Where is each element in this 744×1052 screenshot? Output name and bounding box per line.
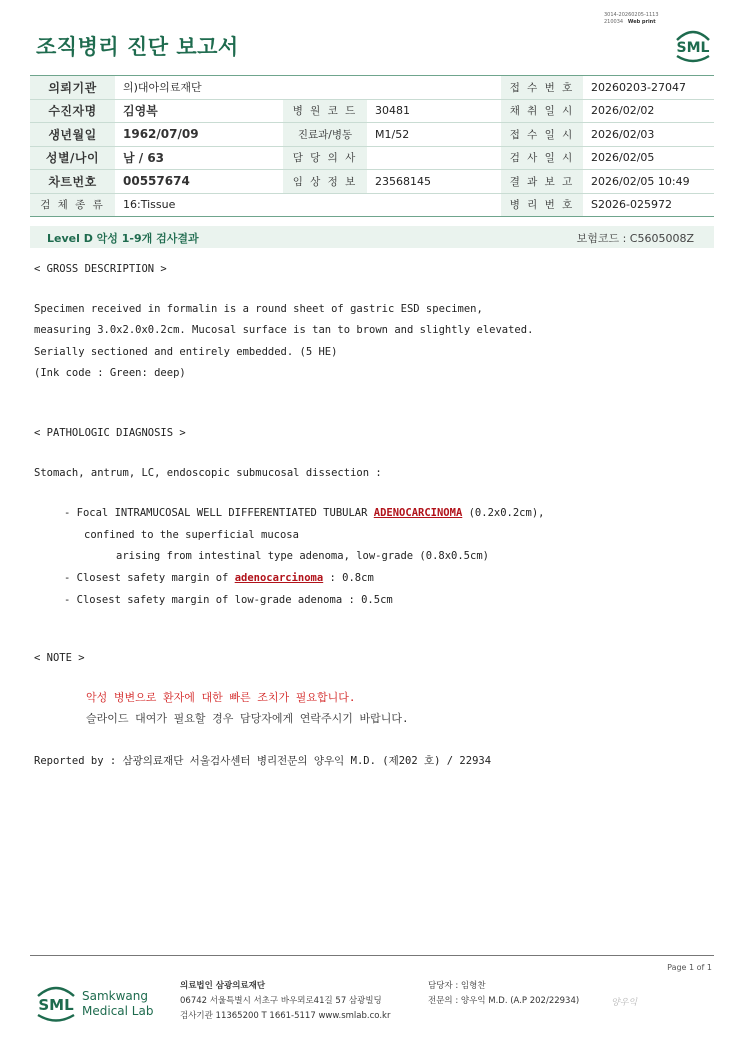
patient-label: 수진자명 [30, 99, 115, 123]
highlight-adenocarcinoma: ADENOCARCINOMA [373, 507, 463, 519]
test-date-value: 2026/02/05 [583, 146, 714, 170]
footer-divider [30, 955, 714, 956]
note-slide: 슬라이드 대여가 필요할 경우 담당자에게 연락주시기 바랍니다. [86, 712, 409, 725]
dept-value: M1/52 [367, 123, 501, 147]
gross-heading: < GROSS DESCRIPTION > [34, 263, 167, 275]
level-label: Level D 악성 1-9개 검사결과 [47, 232, 199, 245]
clinical-value: 23568145 [367, 170, 501, 194]
reported-by: Reported by : 삼광의료재단 서울검사센터 병리전문의 양우익 M.D. (제202 호) / 22934 [34, 755, 492, 767]
diagnosis-heading: < PATHOLOGIC DIAGNOSIS > [34, 427, 186, 439]
print-type: Web print [627, 19, 656, 25]
test-date-label: 검 사 일 시 [501, 146, 583, 170]
chart-no-value: 00557674 [115, 170, 283, 194]
diagnosis-intro: Stomach, antrum, LC, endoscopic submucosal dissection : [34, 467, 382, 479]
footer-staff-block [428, 979, 579, 1009]
footer-org-name [180, 979, 390, 994]
req-org-label: 의뢰기관 [30, 76, 115, 100]
table-row [30, 99, 714, 123]
diagnosis-text: : 0.8cm [323, 572, 374, 584]
specialist-signature: 양우익 [611, 998, 638, 1008]
diagnosis-line-2: confined to the superficial mucosa [84, 529, 299, 541]
patient-value: 김영복 [115, 99, 283, 123]
doctor-value [367, 146, 501, 170]
table-row [30, 76, 714, 100]
insurance-code: 보험코드 : C5605008Z [576, 232, 694, 245]
footer-org-block [180, 979, 390, 1024]
birth-label: 생년월일 [30, 123, 115, 147]
page-title: 조직병리 진단 보고서 [36, 35, 239, 59]
highlight-adenocarcinoma: adenocarcinoma [234, 572, 324, 584]
diagnosis-line-3: arising from intestinal type adenoma, low-grade (0.8x0.5cm) [116, 550, 489, 562]
table-row [30, 123, 714, 147]
footer-org-name-text: 의료법인 삼광의료재단 [180, 981, 266, 991]
samkwang-logo-icon [36, 980, 156, 1026]
collect-date-label: 채 취 일 시 [501, 99, 583, 123]
level-bar [30, 226, 714, 248]
gross-line: (Ink code : Green: deep) [34, 367, 186, 379]
receipt-no-value: 20260203-27047 [583, 76, 714, 100]
gross-line: measuring 3.0x2.0x0.2cm. Mucosal surface is tan to brown and slightly elevated. [34, 324, 534, 336]
receipt-date-label: 접 수 일 시 [501, 123, 583, 147]
table-row [30, 170, 714, 194]
report-label: 결 과 보 고 [501, 170, 583, 194]
sex-age-value: 남 / 63 [115, 146, 283, 170]
note-heading: < NOTE > [34, 652, 85, 664]
diagnosis-text: - Focal INTRAMUCOSAL WELL DIFFERENTIATED TUBULAR [64, 507, 374, 519]
clinical-label: 임 상 정 보 [283, 170, 367, 194]
hospital-code-value: 30481 [367, 99, 501, 123]
diagnosis-line-4 [64, 571, 374, 585]
logo-text: SML [676, 40, 710, 56]
gross-line: Specimen received in formalin is a round sheet of gastric ESD specimen, [34, 303, 483, 315]
diagnosis-line-5: - Closest safety margin of low-grade adenoma : 0.5cm [64, 594, 393, 606]
req-org-value: 의)대아의료재단 [115, 76, 501, 100]
dept-label: 진료과/병동 [283, 123, 367, 147]
note-urgent: 악성 병변으로 환자에 대한 빠른 조치가 필요합니다. [86, 691, 356, 704]
footer-logo-name-1: Samkwang [82, 989, 148, 1003]
sml-logo-icon [672, 26, 714, 64]
footer-contact: 검사기관 11365200 T 1661-5117 www.smlab.co.kr [180, 1011, 391, 1021]
sex-age-label: 성별/나이 [30, 146, 115, 170]
table-row [30, 146, 714, 170]
print-code-line-2 [604, 19, 659, 26]
gross-line: Serially sectioned and entirely embedded. (5 HE) [34, 346, 338, 358]
print-code-2: 210034 [604, 19, 624, 25]
diagnosis-text: - Closest safety margin of [64, 572, 235, 584]
collect-date-value: 2026/02/02 [583, 99, 714, 123]
doctor-label: 담 당 의 사 [283, 146, 367, 170]
footer-logo-name-2: Medical Lab [82, 1004, 154, 1018]
table-row [30, 193, 714, 217]
path-no-label: 병 리 번 호 [501, 193, 583, 217]
print-meta [604, 12, 659, 26]
chart-no-label: 차트번호 [30, 170, 115, 194]
print-code: 3014-20260205-1113 [604, 12, 659, 18]
report-value: 2026/02/05 10:49 [583, 170, 714, 194]
specimen-value: 16:Tissue [115, 193, 501, 217]
footer-manager: 담당자 : 임형찬 [428, 981, 486, 991]
receipt-date-value: 2026/02/03 [583, 123, 714, 147]
patient-info-table [30, 75, 714, 217]
path-no-value: S2026-025972 [583, 193, 714, 217]
diagnosis-line-1 [64, 506, 544, 520]
birth-value: 1962/07/09 [115, 123, 283, 147]
receipt-no-label: 접 수 번 호 [501, 76, 583, 100]
page-number: Page 1 of 1 [667, 963, 712, 972]
specimen-label: 검 체 종 류 [30, 193, 115, 217]
footer-logo-sml: SML [38, 996, 74, 1014]
hospital-code-label: 병 원 코 드 [283, 99, 367, 123]
diagnosis-text: (0.2x0.2cm), [462, 507, 545, 519]
footer-address: 06742 서울특별시 서초구 바우뫼로41길 57 삼광빌딩 [180, 996, 382, 1006]
footer-specialist: 전문의 : 양우익 M.D. (A.P 202/22934) [428, 996, 580, 1006]
